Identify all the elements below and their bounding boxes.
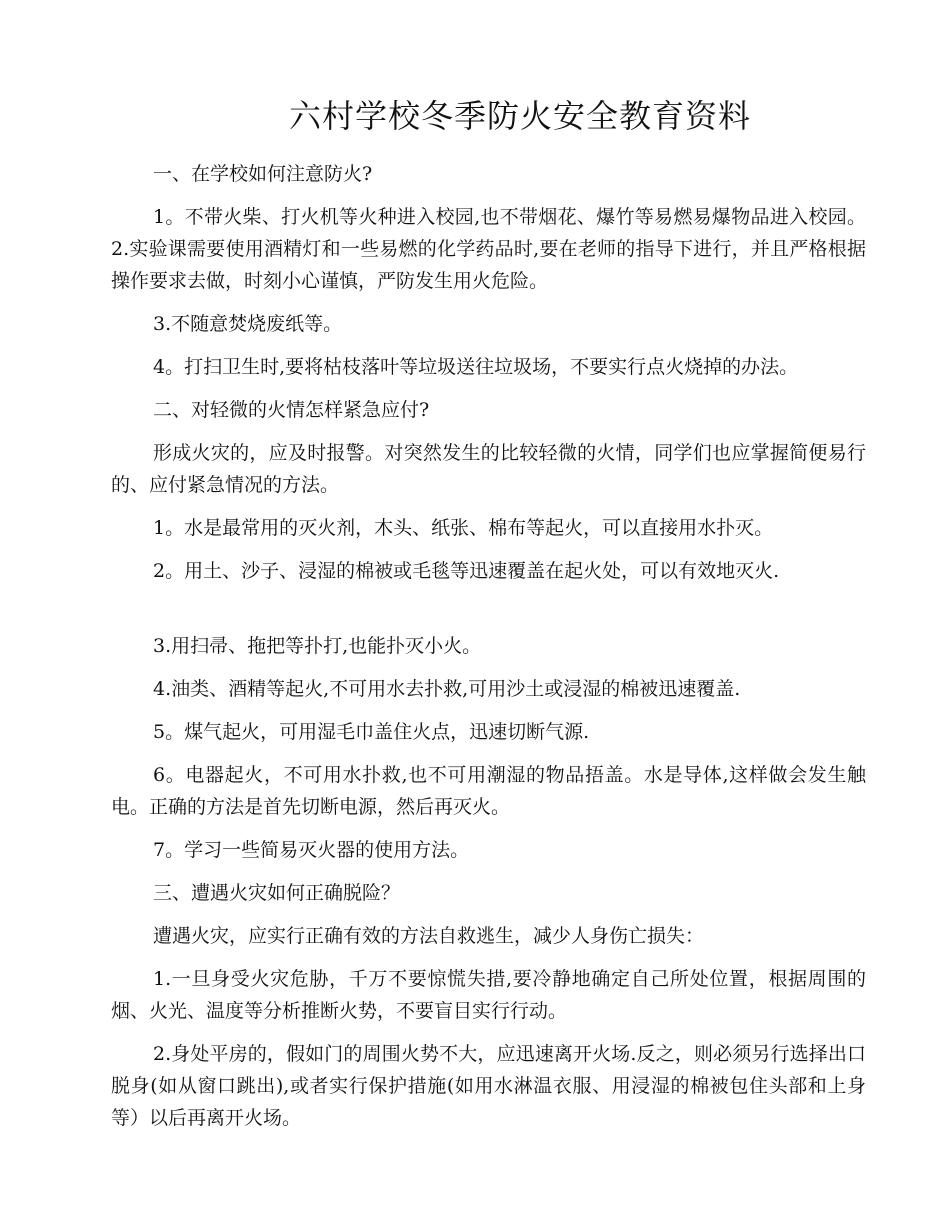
section-heading-1: 一、在学校如何注意防火? <box>153 163 373 185</box>
paragraph: 7。学习一些简易灭火器的使用方法。 <box>153 839 470 861</box>
document-body <box>111 158 866 1145</box>
paragraph: 3.不随意焚烧废纸等。 <box>153 313 343 335</box>
paragraph: 5。煤气起火，可用湿毛巾盖住火点，迅速切断气源. <box>153 721 590 743</box>
paragraph: 4.油类、酒精等起火,不可用水去扑救,可用沙土或浸湿的棉被迅速覆盖. <box>153 678 741 700</box>
paragraph: 遭遇火灾，应实行正确有效的方法自救逃生，减少人身伤亡损失： <box>153 925 705 947</box>
paragraph: 2。用土、沙子、浸湿的棉被或毛毯等迅速覆盖在起火处，可以有效地灭火. <box>153 560 780 582</box>
paragraph: 1。水是最常用的灭火剂，木头、纸张、棉布等起火，可以直接用水扑灭。 <box>153 517 774 539</box>
paragraph: 6。电器起火，不可用水扑救,也不可用潮湿的物品捂盖。水是导体,这样做会发生触电。正确的方法是首先切断电源，然后再灭火。 <box>111 764 866 818</box>
paragraph: 3.用扫帚、拖把等扑打,也能扑灭小火。 <box>153 635 482 657</box>
section-heading-2: 二、对轻微的火情怎样紧急应付? <box>153 399 430 421</box>
paragraph: 形成火灾的，应及时报警。对突然发生的比较轻微的火情，同学们也应掌握简便易行的、应付紧急情况的方法。 <box>111 442 866 496</box>
paragraph: 4。打扫卫生时,要将枯枝落叶等垃圾送往垃圾场，不要实行点火烧掉的办法。 <box>153 356 799 378</box>
document-title: 六村学校冬季防火安全教育资料 <box>288 97 751 135</box>
paragraph: 1。不带火柴、打火机等火种进入校园,也不带烟花、爆竹等易燃易爆物品进入校园。 2.实验课需要使用酒精灯和一些易燃的化学药品时,要在老师的指导下进行，并且严格根据操作要求去做，时刻小心谨慎，严防发生用火危险。 <box>111 206 866 292</box>
section-heading-3: 三、遭遇火灾如何正确脱险？ <box>153 882 401 904</box>
paragraph: 1.一旦身受火灾危胁，千万不要惊慌失措,要冷静地确定自己所处位置，根据周围的烟、火光、温度等分析推断火势，不要盲目实行行动。 <box>111 968 866 1022</box>
paragraph: 2.身处平房的，假如门的周围火势不大，应迅速离开火场.反之，则必须另行选择出口脱身(如从窗口跳出),或者实行保护措施(如用水淋温衣服、用浸湿的棉被包住头部和上身等）以后再离开火场。 <box>111 1043 866 1129</box>
